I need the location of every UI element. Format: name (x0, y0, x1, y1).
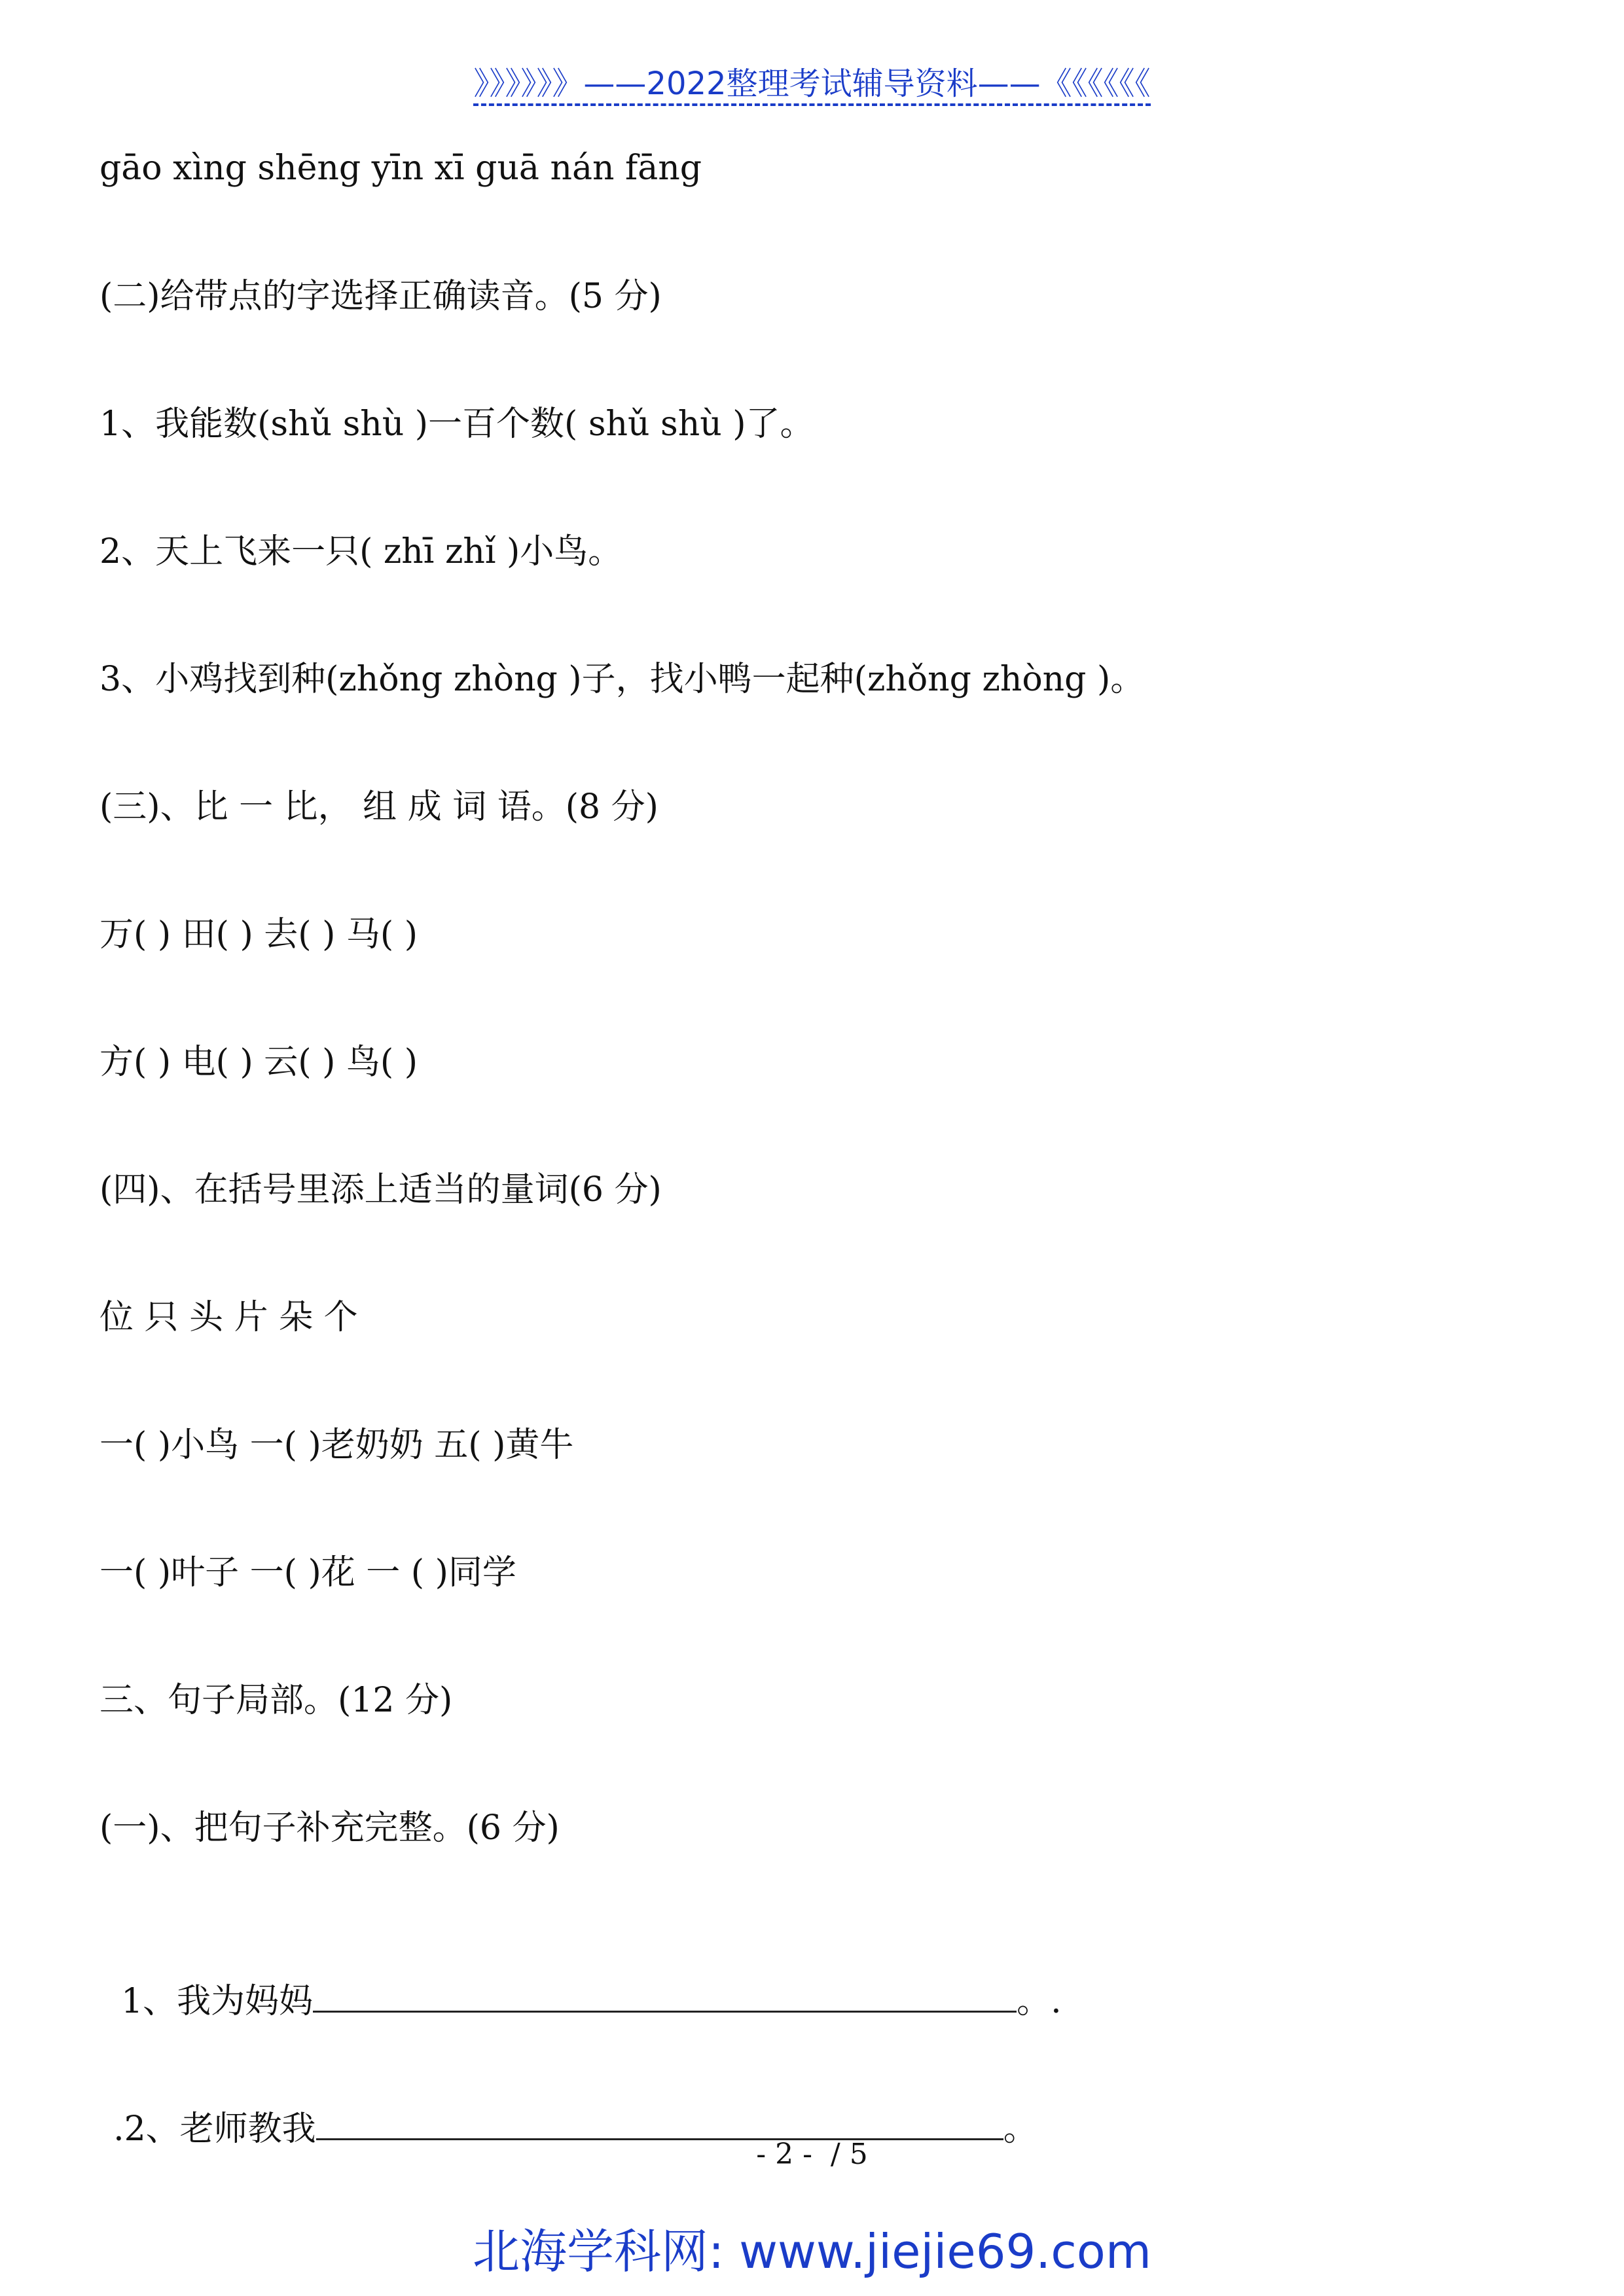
header-text: 》》》》》》——2022整理考试辅导资料——《《《《《《 (473, 65, 1150, 106)
fill-sentence-2-prefix: .2、老师教我 (113, 2109, 316, 2149)
section-4-word-bank: 位 只 头 片 朵 个 (99, 1298, 358, 1337)
section-4-title: (四)、在括号里添上适当的量词(6 分) (99, 1170, 662, 1210)
page-number: - 2 - / 5 (756, 2138, 868, 2171)
part-3-title: 三、句子局部。(12 分) (99, 1681, 453, 1720)
answer-blank-1[interactable] (313, 2004, 1017, 2013)
fill-sentence-1 (99, 1933, 1062, 2024)
section-2-question-2: 2、天上飞来一只( zhī zhǐ )小鸟。 (99, 532, 623, 571)
section-3-title: (三)、比 一 比， 组 成 词 语。(8 分) (99, 787, 659, 827)
fill-sentence-2-suffix: 。 (1003, 2109, 1038, 2149)
section-4-row-1: 一( )小鸟 一( )老奶奶 五( )黄牛 (99, 1426, 574, 1465)
section-3-row-1: 万( ) 田( ) 去( ) 马( ) (99, 915, 418, 954)
section-2-title: (二)给带点的字选择正确读音。(5 分) (99, 277, 662, 316)
section-4-row-2: 一( )叶子 一( )花 一 ( )同学 (99, 1553, 516, 1592)
fill-sentence-1-suffix: 。. (1017, 1982, 1062, 2021)
section-2-question-1: 1、我能数(shǔ shù )一百个数( shǔ shù )了。 (99, 404, 814, 444)
part-3-subsection-1-title: (一)、把句子补充完整。(6 分) (99, 1808, 560, 1848)
pinyin-line: gāo xìng shēng yīn xī guā nán fāng (99, 149, 702, 188)
fill-sentence-1-prefix: 1、我为妈妈 (121, 1982, 314, 2021)
section-3-row-2: 方( ) 电( ) 云( ) 鸟( ) (99, 1043, 418, 1082)
footer-site-link: 北海学科网: www.jiejie69.com (473, 2224, 1151, 2279)
section-2-question-3: 3、小鸡找到种(zhǒng zhòng )子，找小鸭一起种(zhǒng zhòng )。 (99, 660, 1145, 699)
document-header (0, 63, 1624, 105)
